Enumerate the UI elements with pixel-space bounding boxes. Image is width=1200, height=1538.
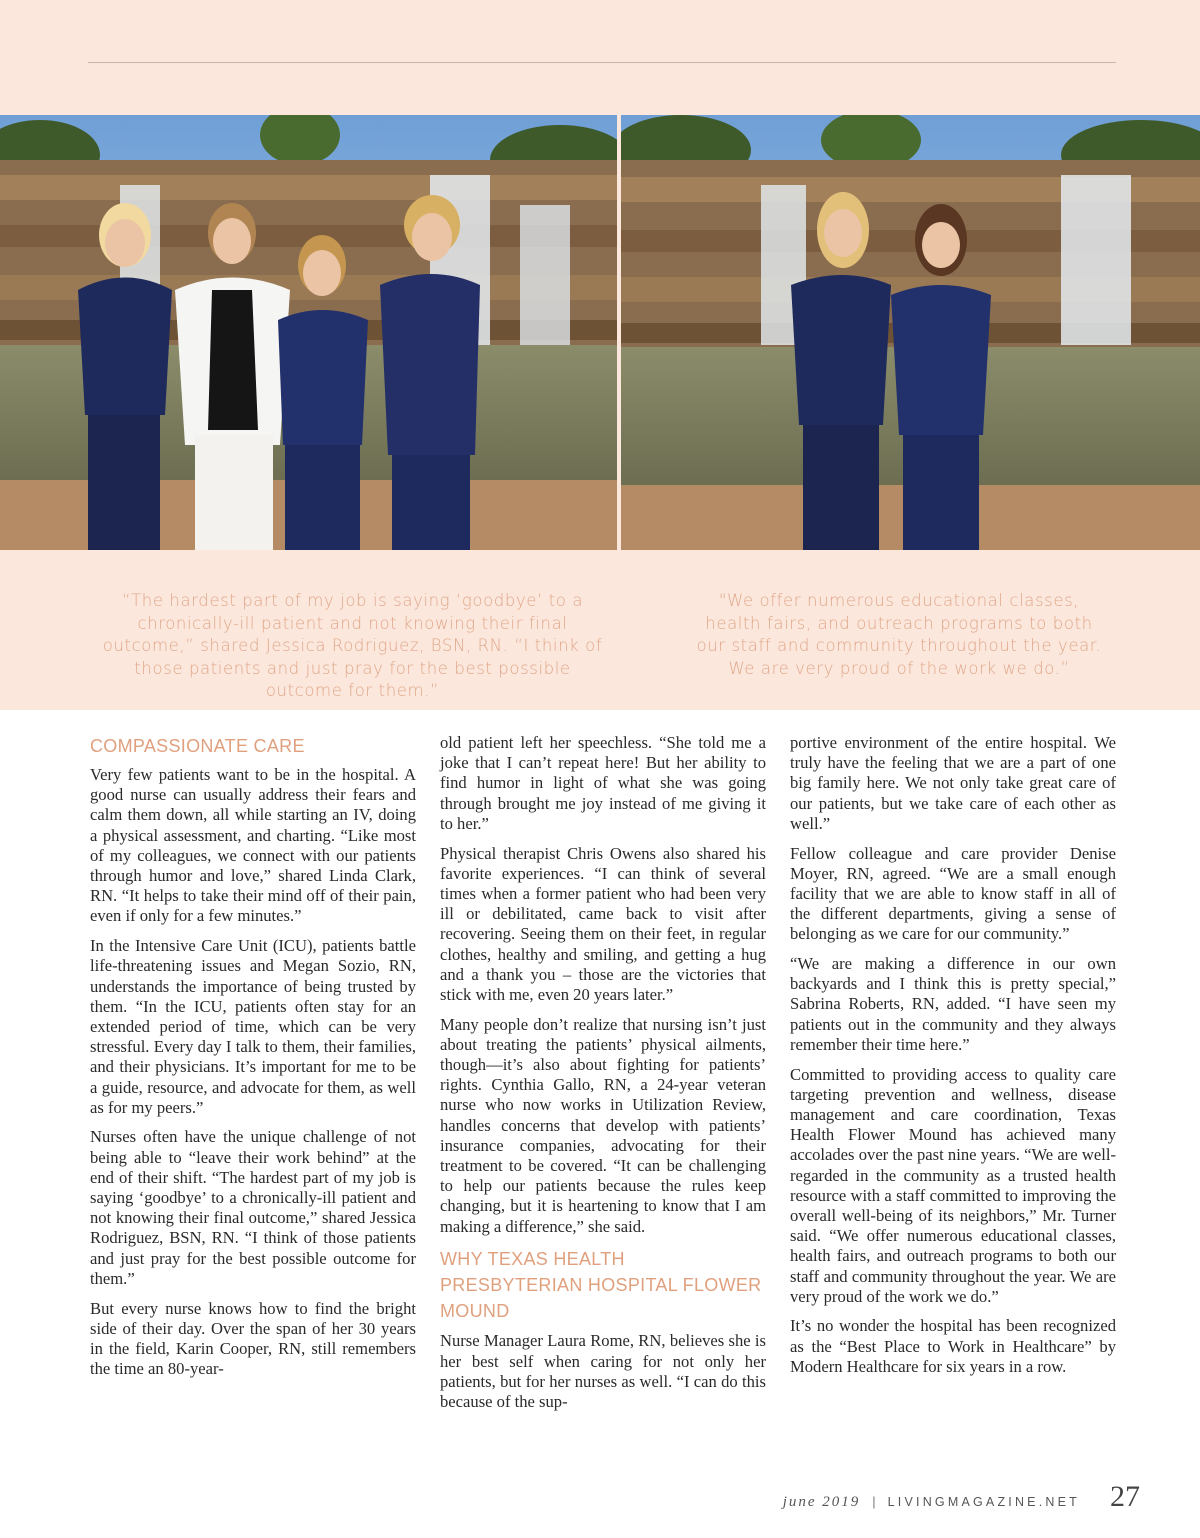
article-column-1 [90,733,416,1389]
article-paragraph: But every nurse knows how to find the bright side of their day. Over the span of her 30 years in the field, Karin Cooper, RN, still remembers the time an 80-year- [90,1298,416,1379]
article-column-3 [790,733,1116,1387]
article-column-2 [440,733,766,1422]
photo-four-nurses [0,115,617,550]
photo-caption-right: "We offer numerous educational classes, health fairs, and outreach programs to both our staff and community throughout the year. We are very proud of the work we do.” [696,591,1102,678]
article-paragraph: Physical therapist Chris Owens also shared his favorite experiences. “I can think of several times when a former patient who had been very ill or debilitated, came back to visit after recovering. Seeing them on their feet, in regular clothes, healthy and smiling, and getting a hug and a thank you – those are the victories that stick with me, even 20 years later.” [440,843,766,1004]
page-footer [782,1480,1140,1513]
article-paragraph: Very few patients want to be in the hospital. A good nurse can usually address their fears and calm them down, all while starting an IV, doing a physical assessment, and charting. “Like most of my colleagues, we connect with our patients through humor and love,” shared Linda Clark, RN. “It helps to take their mind off of their pain, even if only for a few minutes.” [90,765,416,926]
issue-date: june 2019 [782,1494,861,1510]
footer-separator: | [872,1494,876,1509]
photo-two-nurses [621,115,1200,550]
page-number: 27 [1110,1480,1140,1513]
article-paragraph: old patient left her speechless. “She told me a joke that I can’t repeat here! But her ability to find humor in light of what she was going through brought me joy instead of me giving it to her.” [440,733,766,833]
section-heading-why-texas-health: WHY TEXAS HEALTH PRESBYTERIAN HOSPITAL FLOWER MOUND [440,1249,762,1322]
section-heading-compassionate-care: COMPASSIONATE CARE [90,736,305,756]
article-paragraph: Nurse Manager Laura Rome, RN, believes she is her best self when caring for not only her patients, but for her nurses as well. “I can do this because of the sup- [440,1331,766,1411]
photo-caption-left: “The hardest part of my job is saying ‘goodbye’ to a chronically-ill patient and not knowing their final outcome,” shared Jessica Rodriguez, BSN, RN. “I think of those patients and just pray for the best possible outcome for them.” [102,591,603,700]
article-paragraph: It’s no wonder the hospital has been recognized as the “Best Place to Work in Healthcare” by Modern Healthcare for six years in a row. [790,1316,1116,1376]
article-paragraph: In the Intensive Care Unit (ICU), patients battle life-threatening issues and Megan Sozio, RN, understands the importance of being trusted by them. “In the ICU, patients often stay for an extended period of time, which can be very stressful. Every day I talk to them, their families, and their physicians. It’s important for me to be a guide, resource, and advocate for them, as well as for my peers.” [90,936,416,1117]
article-paragraph: Fellow colleague and care provider Denise Moyer, RN, agreed. “We are a small enough facility that we are able to know staff in all of the different departments, giving a sense of belonging as we care for our community.” [790,843,1116,944]
article-paragraph: Many people don’t realize that nursing isn’t just about treating the patients’ physical ailments, though—it’s also about fighting for patients’ rights. Cynthia Gallo, RN, a 24-year veteran nurse who now works in Utilization Review, handles concerns that develop with patients’ insurance companies, advocating for their treatment to be covered. “It can be challenging to help our patients because the rules keep changing, but it is heartening to know that I am making a difference,” she said. [440,1014,766,1236]
article-paragraph: Committed to providing access to quality care targeting prevention and wellness, disease management and care coordination, Texas Health Flower Mound has achieved many accolades over the past nine years. “We are well-regarded in the community as a trusted health resource with a staff committed to improving the overall well-being of its neighbors,” Mr. Turner said. “We offer numerous educational classes, health fairs, and outreach programs to both our staff and community throughout the year. We are very proud of the work we do.” [790,1064,1116,1306]
top-divider [88,62,1116,63]
article-paragraph: “We are making a difference in our own backyards and I think this is pretty special,” Sabrina Roberts, RN, added. “I have seen my patients out in the community and they always remember their time here.” [790,954,1116,1054]
magazine-website[interactable]: LIVINGMAGAZINE.NET [887,1495,1080,1509]
article-paragraph: Nurses often have the unique challenge of not being able to “leave their work behind” at the end of their shift. “The hardest part of my job is saying ‘goodbye’ to a chronically-ill patient and not knowing their final outcome,” shared Jessica Rodriguez, BSN, RN. “I think of those patients and just pray for the best possible outcome for them.” [90,1127,416,1288]
article-paragraph: portive environment of the entire hospital. We truly have the feeling that we are a part of one big family here. We not only take great care of our patients, but we take care of each other as well.” [790,733,1116,833]
